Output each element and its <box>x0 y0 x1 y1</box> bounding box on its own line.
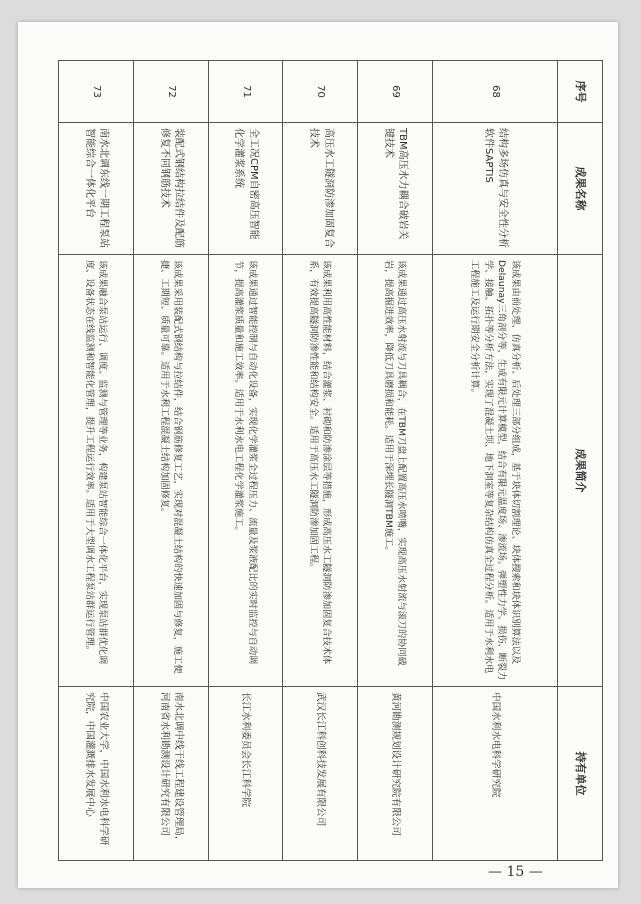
row-intro: 该成果通过智能控制与自动化设备，实现化学灌浆全过程压力、流量及浆液配比的实时监控与自动调节，提高灌浆质量和施工效率。适用于水利水电工程化学灌浆施工。 <box>208 255 283 687</box>
row-unit: 长江水利委员会长江科学院 <box>208 687 283 861</box>
achievements-table <box>58 60 603 861</box>
row-number: 69 <box>357 61 432 123</box>
row-name: 装配式钢结构拉结件及配筋修复不同钢筋技术 <box>133 123 208 255</box>
header-name: 成果名称 <box>558 123 603 255</box>
row-name: 高压水工隧洞防渗加固复合技术 <box>283 123 358 255</box>
row-number: 71 <box>208 61 283 123</box>
row-intro: 该成果采用装配式钢结构与拉结件，结合钢筋修复工艺，实现对混凝土结构的快速加固与修复，施工便捷、工期短、质量可靠。适用于水利工程混凝土结构加固修复。 <box>133 255 208 687</box>
row-number: 72 <box>133 61 208 123</box>
row-number: 70 <box>283 61 358 123</box>
table-row <box>59 61 134 861</box>
row-intro: 该成果融合泵站运行、调度、监测与管理等业务，构建泵站智能综合一体化平台，实现泵站群优化调度、设备状态在线监测和智能化管理，提升工程运行效率。适用于大型调水工程泵站群运行管理。 <box>59 255 134 687</box>
table-row <box>357 61 432 861</box>
row-name: 结构多场仿真与安全性分析软件SAPTIS <box>432 123 557 255</box>
row-intro: 该成果由前处理、仿真分析、后处理三部分组成，基于块体切割理论、块体搜索和块体识别算法以及Delaunay三角剖分等，生成有限元计算模型，结合有限元温度场、渗流场、弹塑性力学、损伤、断裂力学、接触、拓扑等分析方法，实现了混凝土坝、地下洞室等复杂结构仿真全过程分析。适用于水利水电工程施工及运行期安全分析计算。 <box>432 255 557 687</box>
row-number: 68 <box>432 61 557 123</box>
row-name: TBM高压水力耦合破岩关键技术 <box>357 123 432 255</box>
row-unit: 中国农业大学，中国水利水电科学研究院，中国灌溉排水发展中心 <box>59 687 134 861</box>
rotated-table-container <box>58 60 603 860</box>
header-unit: 持有单位 <box>558 687 603 861</box>
row-name: 南水北调东线一期工程泵站智能综合一体化平台 <box>59 123 134 255</box>
row-unit: 中国水利水电科学研究院 <box>432 687 557 861</box>
row-unit: 南水北调中线干线工程建设管理局，河南省水利勘测设计研究有限公司 <box>133 687 208 861</box>
row-name: 全工况CPM自密高压智能化学灌浆系统 <box>208 123 283 255</box>
row-intro: 该成果利用高性能材料，结合灌浆、衬砌和防渗涂层等措施，形成高压水工隧洞防渗加固复合技术体系，有效提高隧洞防渗性能和结构安全。适用于高压水工隧洞防渗加固工程。 <box>283 255 358 687</box>
row-number: 73 <box>59 61 134 123</box>
row-intro: 该成果通过高压水射流与刀具耦合，在TBM刀盘上配置高压水喷嘴，实现高压水射流与滚刀的协同破岩，提高掘进效率，降低刀具磨损和能耗。适用于深埋长隧洞TBM施工。 <box>357 255 432 687</box>
header-number: 序号 <box>558 61 603 123</box>
table-row <box>283 61 358 861</box>
table-header-row <box>558 61 603 861</box>
table-wrapper <box>58 60 603 860</box>
table-row <box>208 61 283 861</box>
page-number: — 15 — <box>488 864 543 880</box>
row-unit: 武汉长江科创科技发展有限公司 <box>283 687 358 861</box>
table-row <box>432 61 557 861</box>
row-unit: 黄河勘测规划设计研究院有限公司 <box>357 687 432 861</box>
header-intro: 成果简介 <box>558 255 603 687</box>
document-page <box>18 22 618 888</box>
table-row <box>133 61 208 861</box>
